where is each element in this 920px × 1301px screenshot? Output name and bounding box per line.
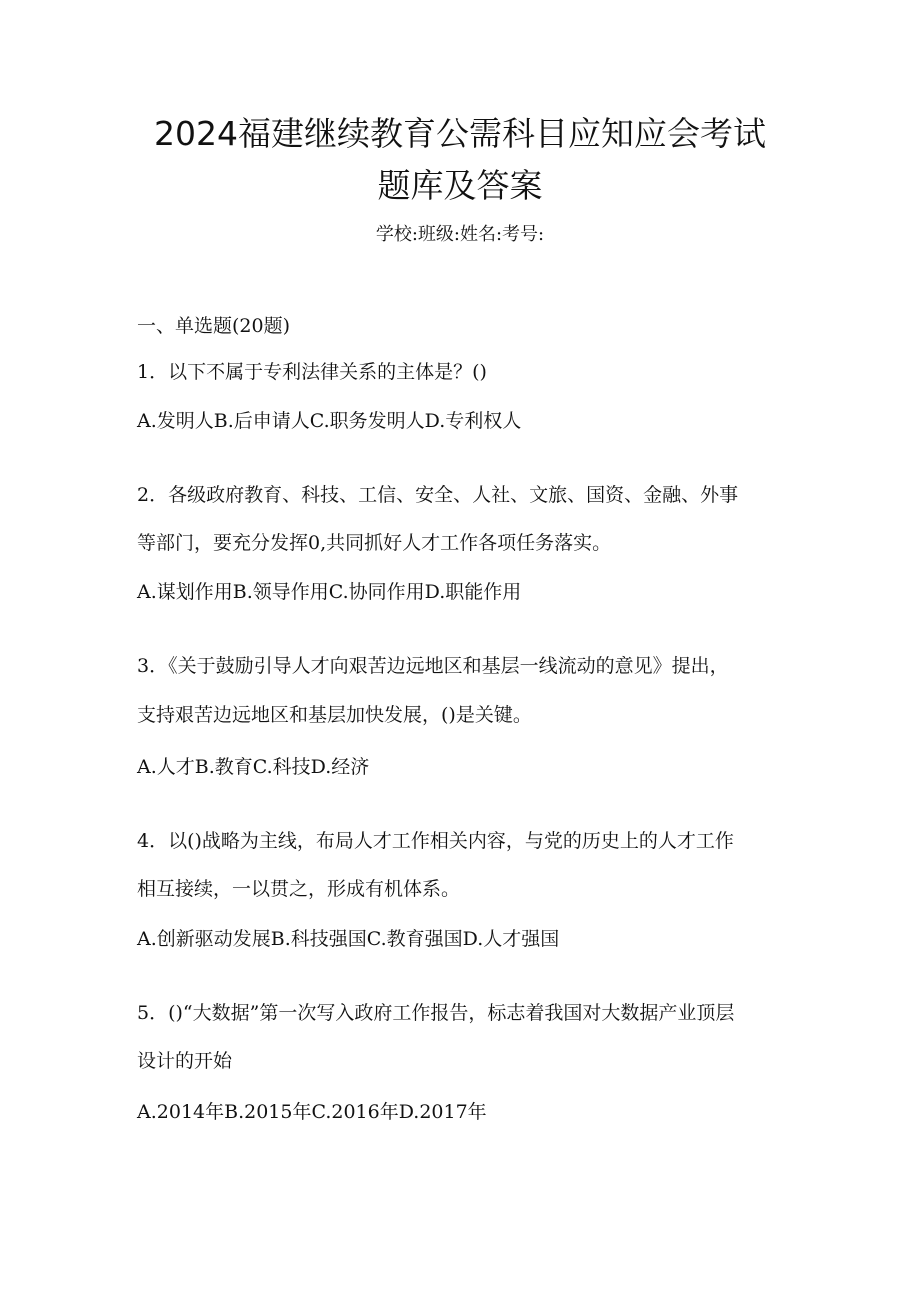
question-5-text-line-1: 5．()“大数据”第一次写入政府工作报告，标志着我国对大数据产业顶层: [137, 1002, 735, 1024]
question-2-options: A.谋划作用B.领导作用C.协同作用D.职能作用: [137, 581, 522, 603]
document-title-line-2: 题库及答案: [377, 166, 543, 205]
student-info-line: 学校:班级:姓名:考号:: [375, 224, 545, 245]
question-5-options: A.2014年B.2015年C.2016年D.2017年: [137, 1101, 487, 1123]
question-2-text-line-1: 2．各级政府教育、科技、工信、安全、人社、文旅、国资、金融、外事: [137, 484, 739, 506]
question-1-options: A.发明人B.后申请人C.职务发明人D.专利权人: [137, 410, 522, 432]
section-heading: 一、单选题(20题): [137, 315, 291, 337]
question-3-options: A.人才B.教育C.科技D.经济: [137, 756, 370, 778]
question-5-text-line-2: 设计的开始: [137, 1050, 233, 1072]
question-4-options: A.创新驱动发展B.科技强国C.教育强国D.人才强国: [137, 928, 560, 950]
question-4-text-line-1: 4．以()战略为主线，布局人才工作相关内容，与党的历史上的人才工作: [137, 830, 734, 852]
question-3-text-line-1: 3．《关于鼓励引导人才向艰苦边远地区和基层一线流动的意见》提出，: [137, 655, 729, 677]
question-1-text: 1．以下不属于专利法律关系的主体是？(): [137, 361, 487, 383]
question-3-text-line-2: 支持艰苦边远地区和基层加快发展，()是关键。: [137, 704, 532, 726]
question-2-text-line-2: 等部门，要充分发挥0,共同抓好人才工作各项任务落实。: [137, 532, 612, 554]
document-title-line-1: 2024福建继续教育公需科目应知应会考试: [154, 114, 766, 153]
question-4-text-line-2: 相互接续，一以贯之，形成有机体系。: [137, 878, 461, 900]
